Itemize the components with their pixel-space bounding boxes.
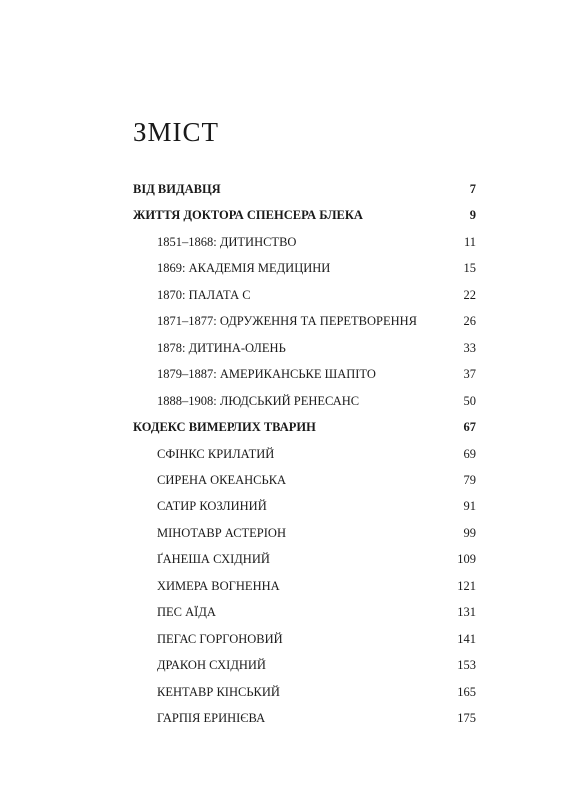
toc-entry[interactable] [0, 312, 573, 330]
toc-entry-title: ЖИТТЯ ДОКТОРА СПЕНСЕРА БЛЕКА [133, 208, 363, 223]
toc-entry[interactable] [0, 471, 573, 489]
toc-entry-title: 1879–1887: АМЕРИКАНСЬКЕ ШАПІТО [157, 367, 376, 382]
toc-entry-page-number: 153 [457, 658, 476, 673]
toc-entry-title: ВІД ВИДАВЦЯ [133, 182, 221, 196]
toc-entry-page-number: 141 [457, 631, 476, 646]
toc-entry-title: 1851–1868: ДИТИНСТВО [157, 234, 297, 249]
toc-entry-title: ПЕС АЇДА [157, 605, 216, 620]
toc-entry[interactable] [0, 497, 573, 515]
toc-entry-title: КЕНТАВР КІНСЬКИЙ [157, 684, 280, 699]
toc-entry-title: ДРАКОН СХІДНИЙ [157, 658, 266, 673]
toc-entry[interactable] [0, 577, 573, 595]
toc-entry-title: ГАРПІЯ ЕРИНІЄВА [157, 711, 266, 725]
toc-entry-title: ҐАНЕША СХІДНИЙ [157, 552, 270, 567]
toc-entry[interactable] [0, 603, 573, 621]
toc-entry-page-number: 69 [463, 446, 476, 461]
toc-entry[interactable] [0, 524, 573, 542]
toc-entry-page-number: 37 [463, 367, 476, 382]
toc-entry-page-number: 50 [463, 393, 476, 408]
toc-entry-title: СФІНКС КРИЛАТИЙ [157, 446, 275, 461]
toc-entry-page-number: 121 [457, 578, 476, 593]
toc-entry-page-number: 91 [463, 499, 476, 514]
toc-entry-title: КОДЕКС ВИМЕРЛИХ ТВАРИН [133, 420, 316, 435]
toc-entry-title: ПЕГАС ГОРГОНОВИЙ [157, 631, 283, 646]
toc-entry[interactable] [0, 365, 573, 383]
toc-entry-page-number: 175 [457, 711, 476, 725]
toc-entry[interactable] [0, 339, 573, 357]
toc-entry-page-number: 15 [463, 261, 476, 276]
toc-entry-title: МІНОТАВР АСТЕРІОН [157, 525, 286, 540]
toc-entry-page-number: 109 [457, 552, 476, 567]
toc-entry[interactable] [0, 233, 573, 251]
toc-entry-page-number: 7 [469, 182, 476, 196]
toc-entry-page-number: 33 [463, 340, 476, 355]
toc-entry[interactable] [0, 683, 573, 701]
toc-entry-page-number: 131 [457, 605, 476, 620]
toc-entry[interactable] [0, 656, 573, 674]
toc-entry[interactable] [0, 392, 573, 410]
page-title: ЗМІСТ [133, 117, 220, 147]
toc-entry[interactable] [0, 418, 573, 436]
toc-entry[interactable] [0, 180, 573, 198]
toc-entry-title: СИРЕНА ОКЕАНСЬКА [157, 472, 287, 487]
toc-entry-page-number: 9 [469, 208, 476, 223]
toc-entry[interactable] [0, 709, 573, 727]
toc-entry-title: САТИР КОЗЛИНИЙ [157, 499, 267, 514]
toc-entry[interactable] [0, 286, 573, 304]
toc-entry-title: ХИМЕРА ВОГНЕННА [157, 578, 280, 593]
toc-entry-page-number: 165 [457, 684, 476, 699]
toc-entry[interactable] [0, 630, 573, 648]
toc-entry-page-number: 26 [463, 314, 476, 329]
toc-entry-title: 1888–1908: ЛЮДСЬКИЙ РЕНЕСАНС [157, 393, 360, 408]
toc-entry-page-number: 11 [463, 234, 476, 249]
toc-entry[interactable] [0, 550, 573, 568]
toc-entry-page-number: 79 [463, 472, 476, 487]
toc-entry-page-number: 99 [463, 525, 476, 540]
toc-entry[interactable] [0, 206, 573, 224]
toc-entry-title: 1869: АКАДЕМІЯ МЕДИЦИНИ [157, 261, 331, 276]
toc-entry-title: 1871–1877: ОДРУЖЕННЯ ТА ПЕРЕТВОРЕННЯ [157, 314, 418, 329]
toc-entry[interactable] [0, 259, 573, 277]
toc-entry[interactable] [0, 445, 573, 463]
toc-entry-page-number: 22 [463, 287, 476, 302]
toc-entry-title: 1878: ДИТИНА-ОЛЕНЬ [157, 340, 286, 355]
toc-entry-page-number: 67 [463, 420, 476, 435]
toc-entry-title: 1870: ПАЛАТА С [157, 287, 251, 302]
